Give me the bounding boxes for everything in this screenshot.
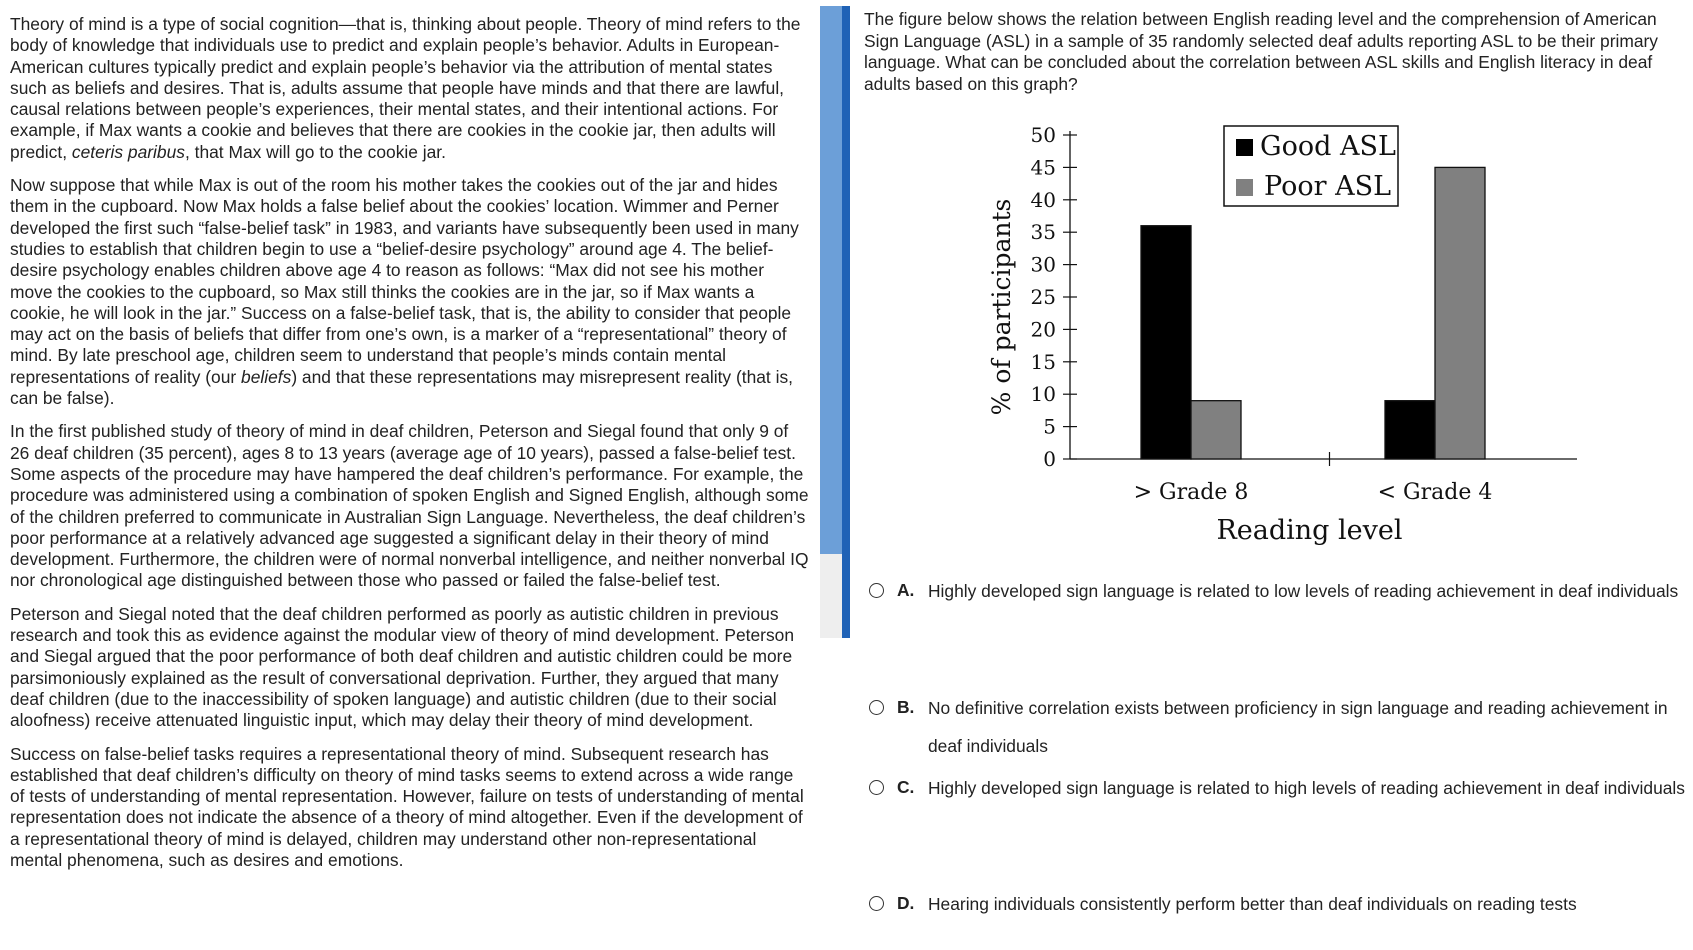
radio-icon-d[interactable] [869, 896, 884, 911]
option-c-letter: C. [897, 777, 915, 797]
y-tick-label-50: 50 [1030, 123, 1056, 147]
option-d-letter: D. [897, 893, 915, 913]
passage-paragraph-5: Success on false-belief tasks requires a representational theory of mind. Subsequent research has established that deaf children’s difficulty on theory of mind tasks seems to extend across a wide range of tests of understanding of mental representation. However, failure on tests of understanding of mental representation does not indicate the absence of a theory of mind altogether. Even if the development of a representational theory of mind is delayed, children may understand other non-representational mental phenomena, such as desires and emotions. [10, 743, 804, 870]
y-axis-title: % of participants [987, 198, 1016, 416]
y-tick-label-40: 40 [1030, 187, 1056, 212]
legend-swatch-0 [1236, 139, 1253, 156]
y-tick-label-45: 45 [1030, 155, 1056, 180]
x-tick-label-0: > Grade 8 [1133, 480, 1249, 505]
y-tick-label-35: 35 [1030, 220, 1056, 245]
y-tick-label-10: 10 [1030, 382, 1056, 407]
legend-swatch-1 [1236, 179, 1253, 196]
passage-paragraph-2 [10, 175, 810, 409]
option-a-letter: A. [897, 580, 915, 600]
option-b-text: No definitive correlation exists between proficiency in sign language and reading achievement in deaf individuals [928, 698, 1668, 756]
p2-italic-beliefs: beliefs [241, 366, 292, 387]
p1-part-1: Theory of mind is a type of social cognition—that is, thinking about people. Theory of mind refers to the body of knowledge that individuals use to predict and explain people’s behavior. Adults in European-American cultures typically predict and explain people’s behavior via the attribution of mental states such as beliefs and desires. That is, adults assume that people have minds and that there are lawful, causal relations between people’s experiences, their mental states, and their intentional actions. For example, if Max wants a cookie and believes that there are cookies in the cookie jar, then adults will predict, [10, 14, 801, 162]
scrollbar-divider [842, 6, 850, 638]
bar-good-asl-0 [1141, 226, 1191, 459]
reading-level-chart [960, 118, 1600, 558]
option-b-letter: B. [897, 697, 915, 717]
passage-paragraph-3: In the first published study of theory of mind in deaf children, Peterson and Siegal found that only 9 of 26 deaf children (35 percent), ages 8 to 13 years (average age of 10 years), passed a false-belief test. Some aspects of the procedure may have hampered the deaf children’s performance. For example, the procedure was administered using a combination of spoken English and Signed English, although some of the children preferred to communicate in Australian Sign Language. Nevertheless, the deaf children’s poor performance at a relatively advanced age suggested a significant delay in their theory of mind development. Furthermore, the children were of normal nonverbal intelligence, and neither nonverbal IQ nor chronological age distinguished between those who passed or failed the false-belief test. [10, 421, 809, 591]
option-c-text: Highly developed sign language is related to high levels of reading achievement in deaf individuals [928, 778, 1685, 798]
x-tick-label-1: < Grade 4 [1377, 480, 1493, 505]
y-tick-label-30: 30 [1030, 252, 1056, 277]
y-tick-label-5: 5 [1043, 414, 1056, 439]
legend-label-0: Good ASL [1260, 131, 1396, 162]
question-stem: The figure below shows the relation between English reading level and the comprehension of American Sign Language (ASL) in a sample of 35 randomly selected deaf adults reporting ASL to be their primary language. What can be concluded about the correlation between ASL skills and English literacy in deaf adults based on this graph? [864, 9, 1658, 94]
y-tick-label-0: 0 [1043, 447, 1056, 471]
passage-paragraph-1 [10, 14, 810, 163]
passage-scrollbar[interactable] [820, 6, 850, 638]
y-tick-label-15: 15 [1030, 349, 1056, 374]
radio-icon-a[interactable] [869, 583, 884, 598]
bar-poor-asl-0 [1191, 401, 1241, 459]
bar-chart-svg [960, 118, 1600, 558]
y-tick-label-25: 25 [1030, 285, 1056, 309]
p2-part-1: Now suppose that while Max is out of the room his mother takes the cookies out of the jar and hides them in the cupboard. Now Max holds a false belief about the cookies’ location. Wimmer and Perner developed the first such “false-belief task” in 1983, and variants have subsequently been used in many studies to establish that children begin to use a “belief-desire psychology” around age 4. The belief-desire psychology enables children above age 4 to reason as follows: “Max did not see his mother move the cookies to the cupboard, so Max still thinks the cookies are in the jar, so if Max wants a cookie, he will look in the jar.” Success on a false-belief task, that is, the ability to consider that people may act on the basis of beliefs that differ from one’s own, is a marker of a “representational” theory of mind. By late preschool age, children seem to understand that people’s minds contain mental representations of reality (our [10, 175, 799, 387]
bar-good-asl-1 [1385, 401, 1435, 459]
y-tick-label-20: 20 [1030, 317, 1056, 342]
p1-part-2: , that Max will go to the cookie jar. [184, 141, 446, 162]
p2-part-2: ) and that these representations may misrepresent reality (that is, can be false). [10, 366, 793, 409]
x-axis-title: Reading level [1216, 515, 1403, 546]
radio-icon-b[interactable] [869, 700, 884, 715]
p1-italic-ceteris-paribus: ceteris paribus [71, 141, 185, 162]
legend-label-1: Poor ASL [1264, 171, 1391, 202]
passage-paragraph-4: Peterson and Siegal noted that the deaf children performed as poorly as autistic children in previous research and took this as evidence against the modular view of theory of mind development. Peterson and Siegal argued that the poor performance of both deaf children and autistic children could be more parsimoniously explained as the result of conversational deprivation. Further, they argued that many deaf children (due to the inaccessibility of spoken language) and autistic children (due to their social aloofness) receive attenuated linguistic input, which may delay their theory of mind development. [10, 603, 794, 731]
radio-icon-c[interactable] [869, 780, 884, 795]
option-a-text: Highly developed sign language is related to low levels of reading achievement in deaf individuals [928, 581, 1679, 601]
reading-passage [10, 14, 810, 883]
scrollbar-thumb[interactable] [820, 6, 842, 554]
bar-poor-asl-1 [1435, 167, 1485, 459]
option-d-text: Hearing individuals consistently perform better than deaf individuals on reading tests [928, 894, 1577, 914]
